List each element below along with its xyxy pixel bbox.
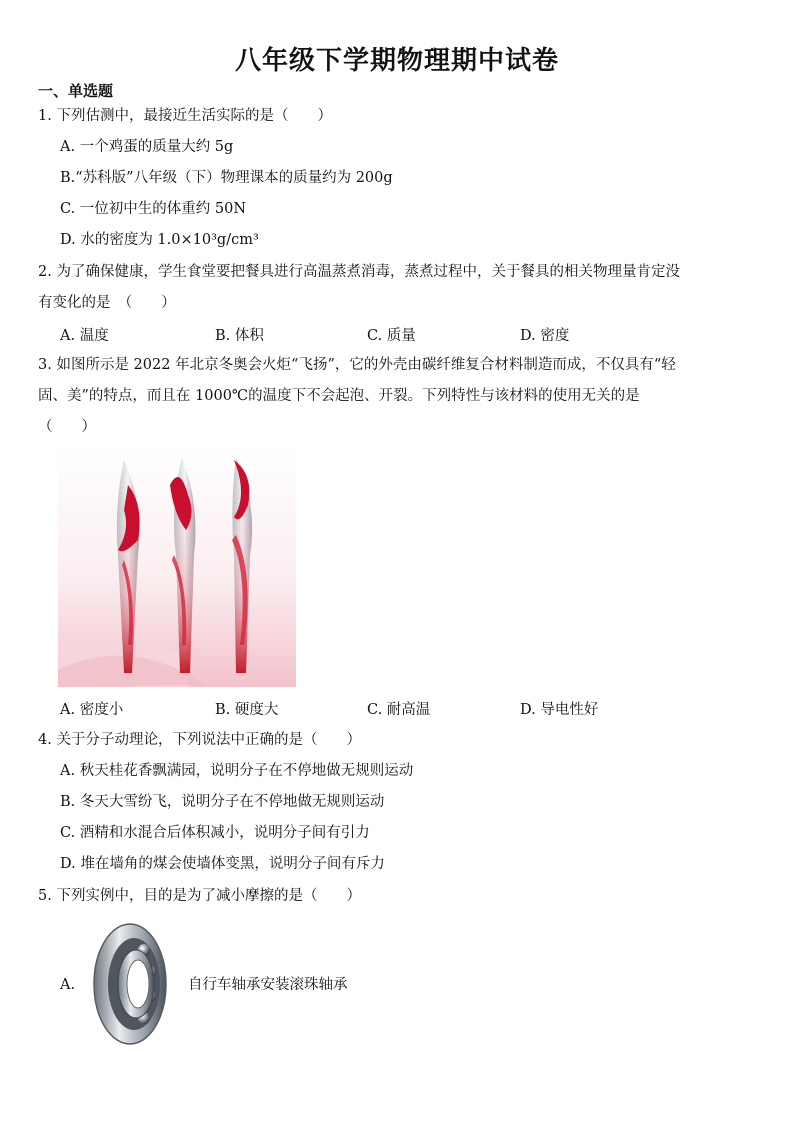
q1-option-b: B.“苏科版”八年级（下）物理课本的质量约为 200g [60, 170, 393, 186]
q3-option-b: B. 硬度大 [215, 702, 279, 718]
q3-option-d: D. 导电性好 [520, 702, 599, 718]
q3-options [60, 698, 760, 718]
q3-stem-line3: （ ） [38, 419, 96, 435]
q1-option-a: A. 一个鸡蛋的质量大约 5g [60, 139, 234, 155]
q1-stem: 1. 下列估测中，最接近生活实际的是（ ） [38, 108, 332, 124]
q5-stem: 5. 下列实例中，目的是为了减小摩擦的是（ ） [38, 888, 361, 904]
torch-image [58, 445, 296, 687]
q3-stem-line2: 固、美”的特点，而且在 1000℃的温度下不会起泡、开裂。下列特性与该材料的使用无关的是 [38, 388, 640, 404]
q3-stem-line1: 3. 如图所示是 2022 年北京冬奥会火炬“飞扬”，它的外壳由碳纤维复合材料制造而成，不仅具有“轻 [38, 357, 676, 373]
q4-option-c: C. 酒精和水混合后体积减小，说明分子间有引力 [60, 825, 370, 841]
q5-option-a-text: 自行车轴承安装滚珠轴承 [188, 977, 348, 993]
q4-option-a: A. 秋天桂花香飘满园，说明分子在不停地做无规则运动 [60, 763, 414, 779]
q2-options [60, 324, 760, 344]
q4-option-d: D. 堆在墙角的煤会使墙体变黑，说明分子间有斥力 [60, 856, 385, 872]
q3-option-c: C. 耐高温 [367, 702, 431, 718]
q2-option-d: D. 密度 [520, 328, 570, 344]
q1-option-c: C. 一位初中生的体重约 50N [60, 201, 247, 217]
q2-stem-line2: 有变化的是 （ ） [38, 295, 176, 311]
ball-bearing-image [90, 920, 170, 1048]
q4-stem: 4. 关于分子动理论，下列说法中正确的是（ ） [38, 732, 361, 748]
section-heading: 一、单选题 [38, 82, 114, 100]
q2-option-c: C. 质量 [367, 328, 416, 344]
q2-option-b: B. 体积 [215, 328, 264, 344]
q2-stem-line1: 2. 为了确保健康，学生食堂要把餐具进行高温蒸煮消毒，蒸煮过程中，关于餐具的相关物理量肯定没 [38, 264, 680, 280]
q5-option-a-label: A. [60, 977, 76, 993]
q3-option-a: A. 密度小 [60, 702, 124, 718]
q1-option-d: D. 水的密度为 1.0×10³g/cm³ [60, 232, 259, 248]
page-title: 八年级下学期物理期中试卷 [234, 46, 559, 76]
q4-option-b: B. 冬天大雪纷飞，说明分子在不停地做无规则运动 [60, 794, 385, 810]
svg-text:⚑: ⚑ [180, 507, 187, 515]
q2-option-a: A. 温度 [60, 328, 109, 344]
